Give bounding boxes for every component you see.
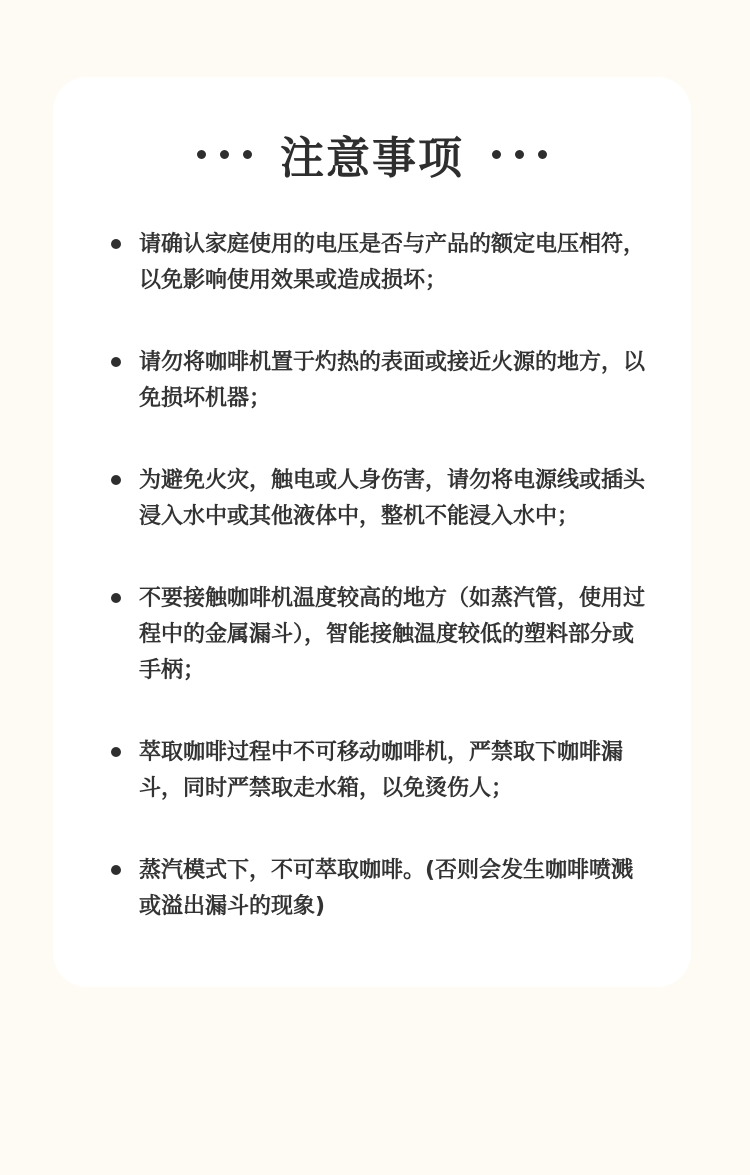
bullet-icon <box>111 593 121 603</box>
notice-list <box>111 227 651 971</box>
bullet-icon <box>111 865 121 875</box>
bullet-icon <box>111 239 121 249</box>
list-item <box>111 463 651 535</box>
notice-text: 萃取咖啡过程中不可移动咖啡机，严禁取下咖啡漏斗，同时严禁取走水箱，以免烫伤人； <box>139 740 624 801</box>
dot-icon <box>492 150 501 159</box>
notice-text: 请确认家庭使用的电压是否与产品的额定电压相符，以免影响使用效果或造成损坏； <box>139 232 646 293</box>
dot-icon <box>515 150 524 159</box>
notice-text: 蒸汽模式下，不可萃取咖啡。(否则会发生咖啡喷溅或溢出漏斗的现象) <box>139 858 634 919</box>
list-item <box>111 227 651 299</box>
list-item <box>111 345 651 417</box>
dot-icon <box>197 150 206 159</box>
bullet-icon <box>111 475 121 485</box>
header <box>53 119 691 189</box>
bullet-icon <box>111 357 121 367</box>
notice-text: 为避免火灾，触电或人身伤害，请勿将电源线或插头浸入水中或其他液体中，整机不能浸入水中； <box>139 468 646 529</box>
dot-icon <box>220 150 229 159</box>
page-title: 注意事项 <box>280 133 464 184</box>
bullet-icon <box>111 747 121 757</box>
list-item <box>111 853 651 925</box>
list-item <box>111 735 651 807</box>
right-dots-decoration <box>492 150 547 159</box>
dot-icon <box>243 150 252 159</box>
list-item <box>111 581 651 689</box>
left-dots-decoration <box>197 150 252 159</box>
notice-text: 请勿将咖啡机置于灼热的表面或接近火源的地方，以免损坏机器； <box>139 350 646 411</box>
dot-icon <box>538 150 547 159</box>
notice-card <box>53 77 691 987</box>
notice-text: 不要接触咖啡机温度较高的地方（如蒸汽管，使用过程中的金属漏斗），智能接触温度较低的塑料部分或手柄； <box>139 586 646 683</box>
